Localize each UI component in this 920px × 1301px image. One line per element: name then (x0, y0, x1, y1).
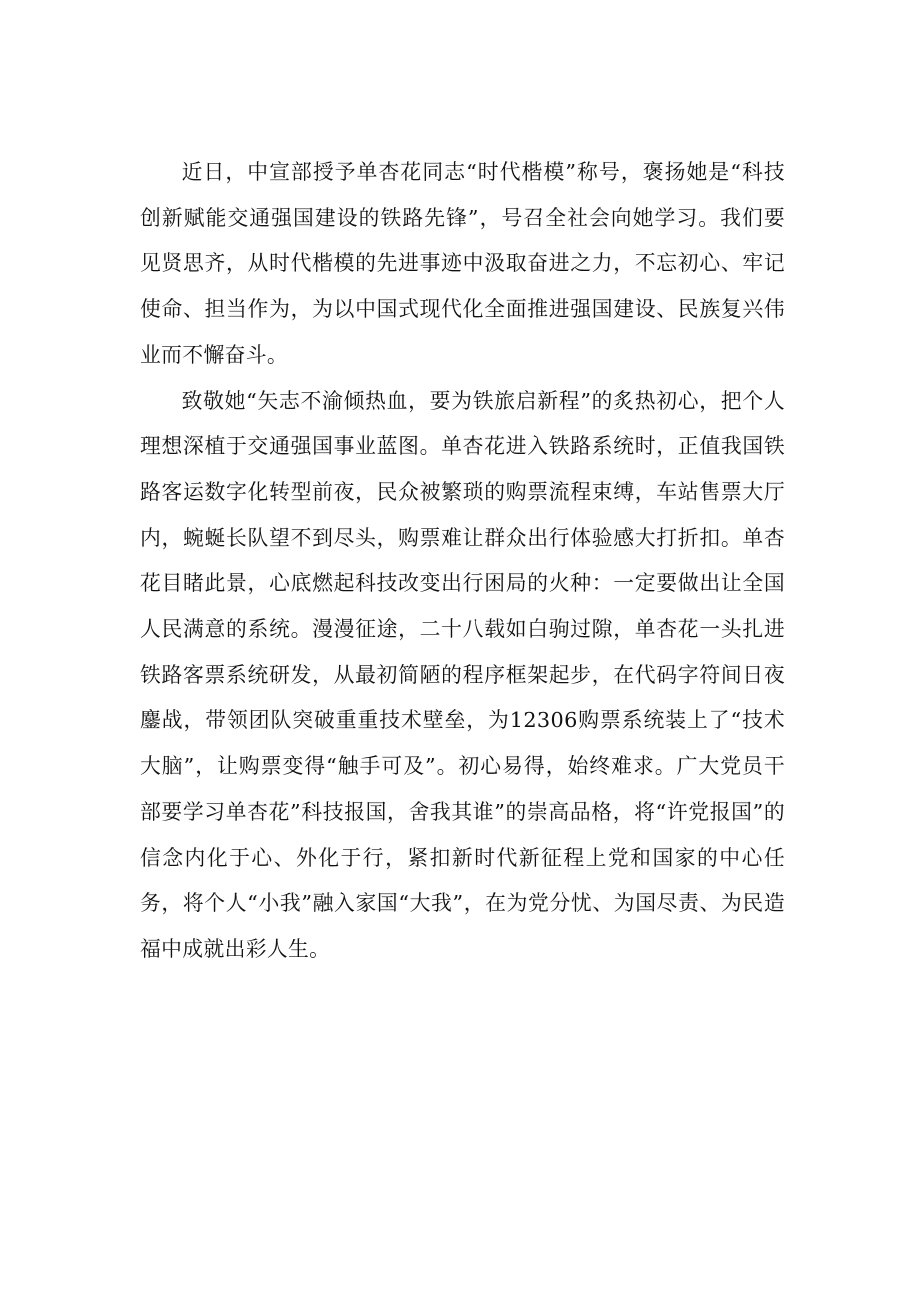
paragraph-2: 致敬她“矢志不渝倾热血，要为铁旅启新程”的炙热初心，把个人理想深植于交通强国事业蓝图。单杏花进入铁路系统时，正值我国铁路客运数字化转型前夜，民众被繁琐的购票流程束缚，车站售票大厅内，蜿蜒长队望不到尽头，购票难让群众出行体验感大打折扣。单杏花目睹此景，心底燃起科技改变出行困局的火种：一定要做出让全国人民满意的系统。漫漫征途，二十八载如白驹过隙，单杏花一头扎进铁路客票系统研发，从最初简陋的程序框架起步，在代码字符间日夜鏖战，带领团队突破重重技术壁垒，为12306购票系统装上了“技术大脑”，让购票变得“触手可及”。初心易得，始终难求。广大党员干部要学习单杏花”科技报国，舍我其谁”的崇高品格，将“许党报国”的信念内化于心、外化于行，紧扣新时代新征程上党和国家的中心任务，将个人“小我”融入家国“大我”，在为党分忧、为国尽责、为民造福中成就出彩人生。 (140, 388, 785, 961)
document-body (140, 150, 785, 973)
paragraph-1: 近日，中宣部授予单杏花同志“时代楷模”称号，褒扬她是“科技创新赋能交通强国建设的铁路先锋”，号召全社会向她学习。我们要见贤思齐，从时代楷模的先进事迹中汲取奋进之力，不忘初心、牢记使命、担当作为，为以中国式现代化全面推进强国建设、民族复兴伟业而不懈奋斗。 (140, 160, 785, 367)
